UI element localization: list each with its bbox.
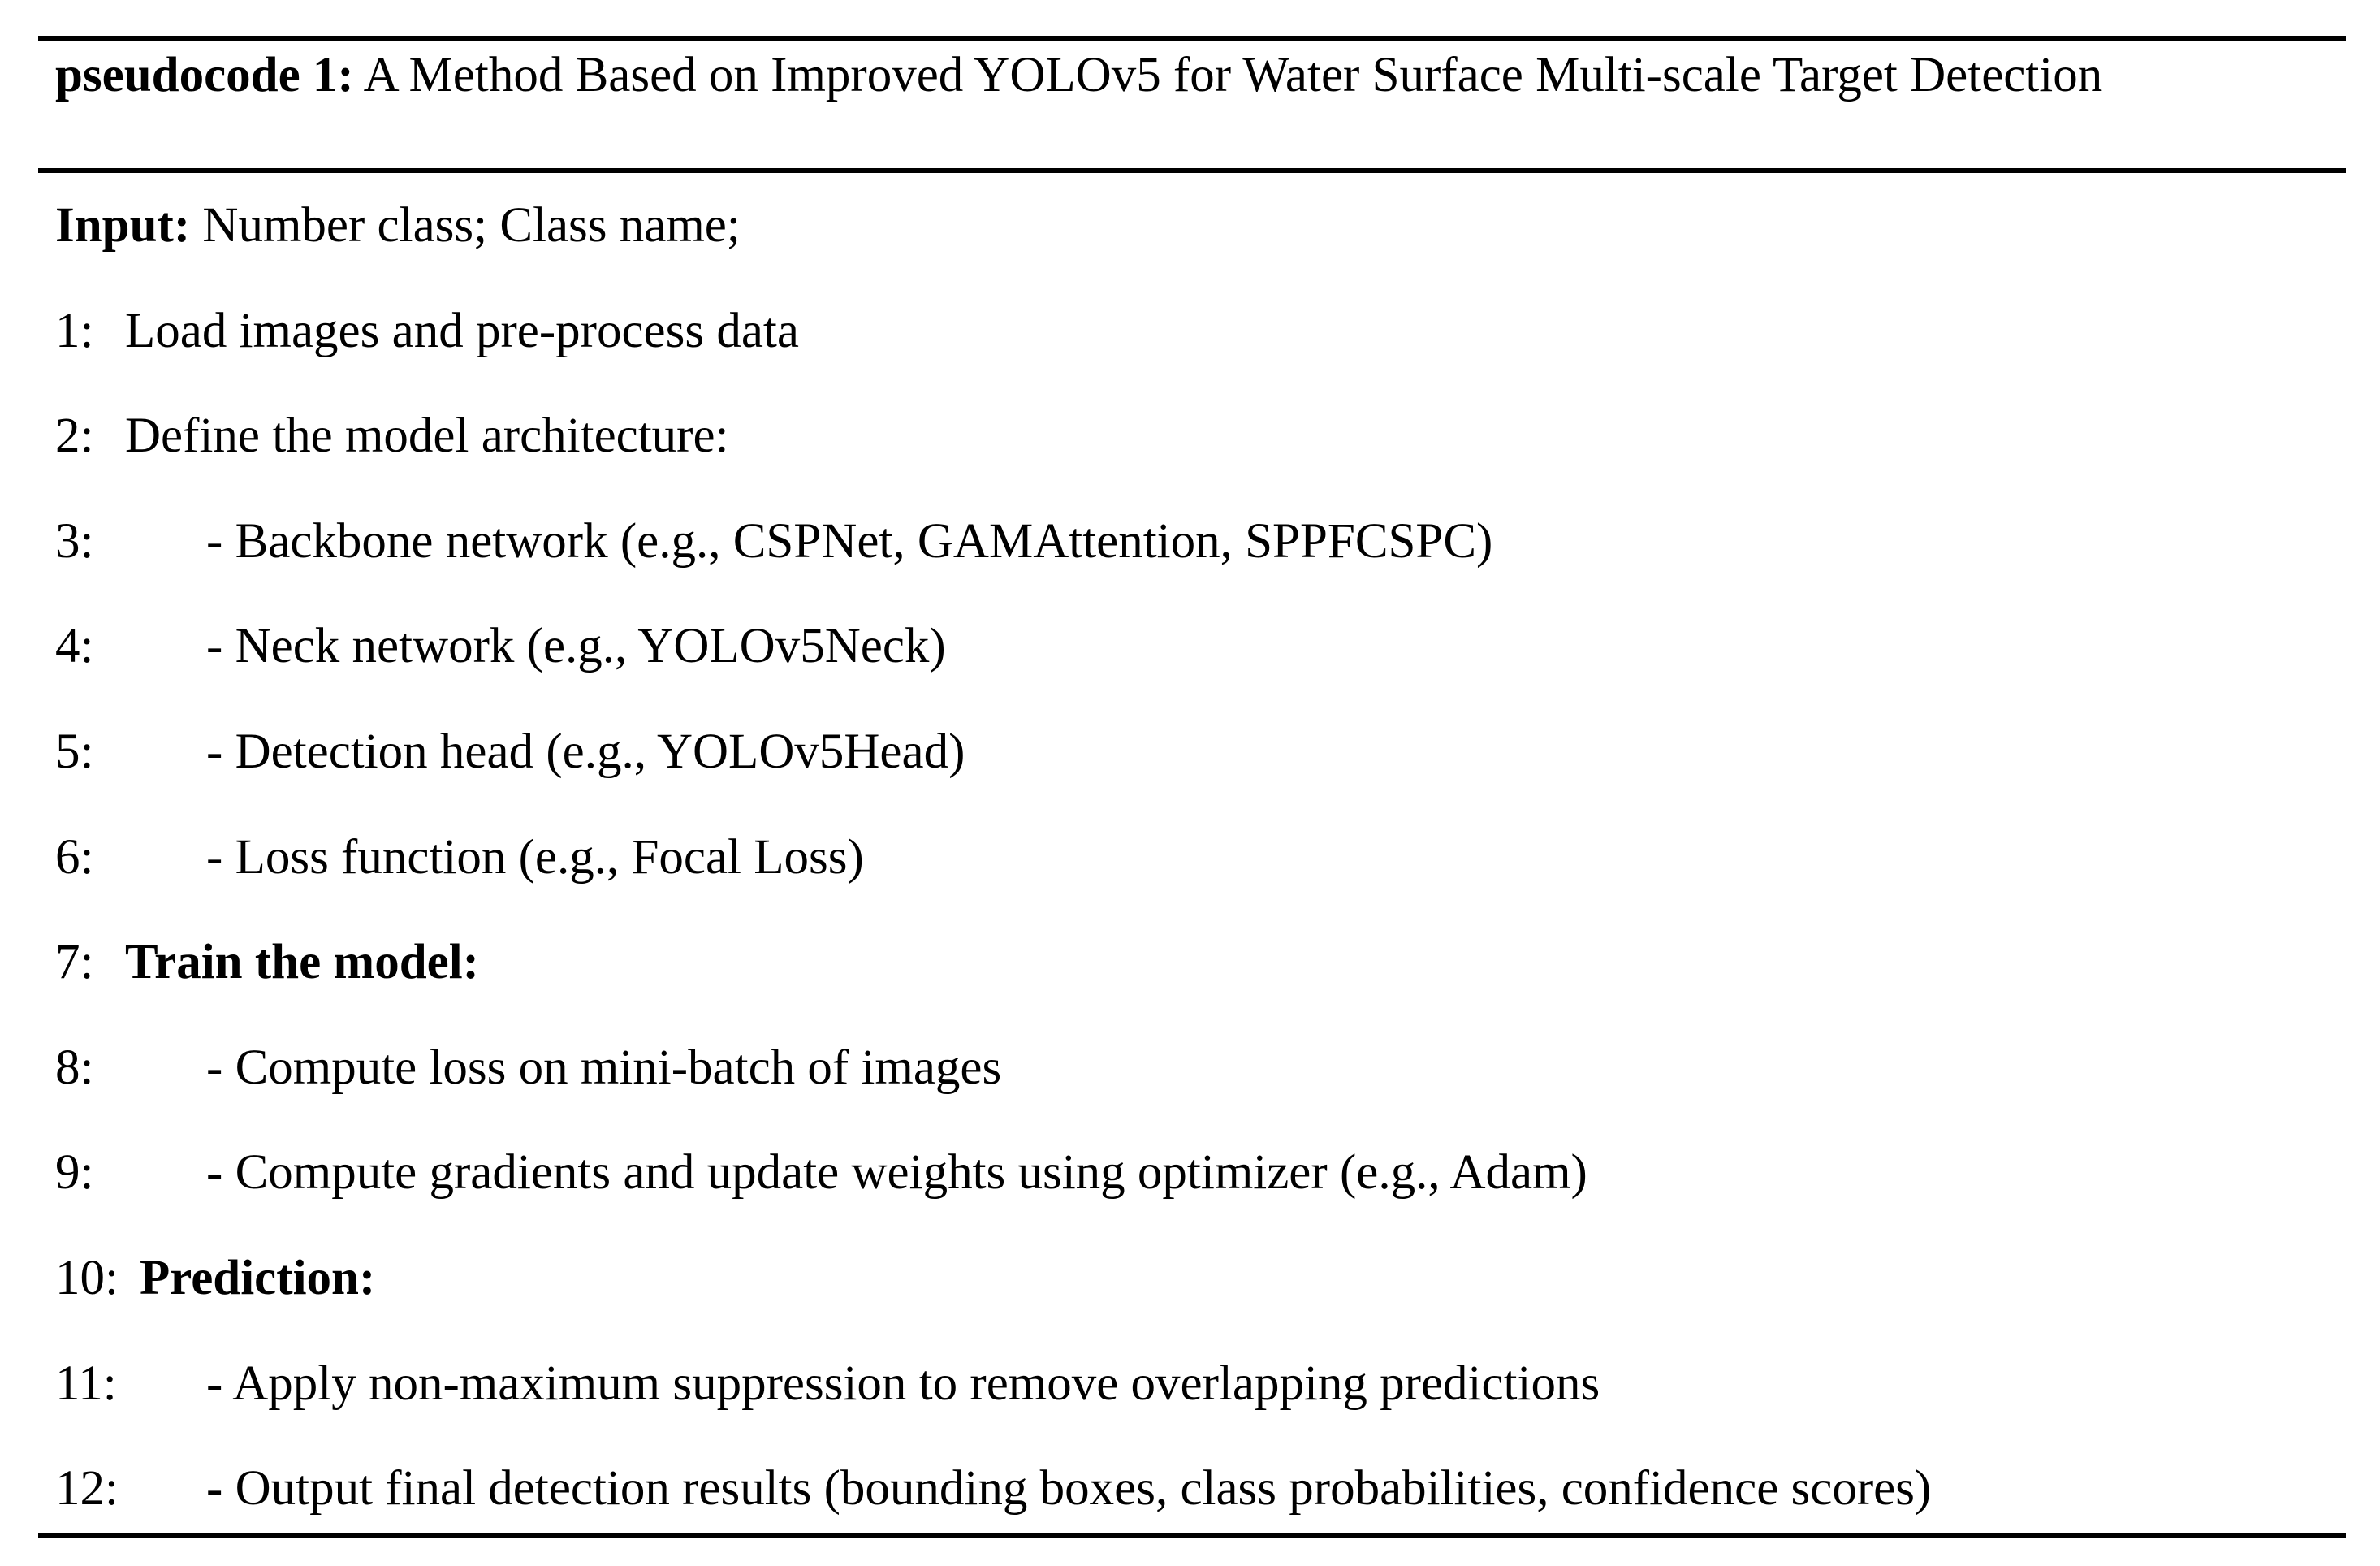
- pseudocode-line: [55, 594, 2329, 699]
- pseudocode-line: [55, 1226, 2329, 1331]
- input-text: Number class; Class name;: [202, 198, 741, 253]
- line-text: - Backbone network (e.g., CSPNet, GAMAttention, SPPFCSPC): [206, 513, 1493, 569]
- pseudocode-line: [55, 279, 2329, 384]
- line-text: Load images and pre-process data: [125, 303, 799, 358]
- line-number: 1:: [55, 303, 94, 358]
- top-rule: [38, 36, 2346, 41]
- line-number: 5:: [55, 724, 94, 779]
- line-number: 6:: [55, 829, 94, 885]
- line-text: - Compute gradients and update weights using optimizer (e.g., Adam): [206, 1145, 1587, 1200]
- pseudocode-line: [55, 383, 2329, 489]
- line-text: Define the model architecture:: [125, 409, 729, 464]
- pseudocode-line: [55, 1436, 2329, 1542]
- line-number: 2:: [55, 409, 94, 464]
- line-text: Prediction:: [140, 1250, 376, 1305]
- line-text: - Compute loss on mini-batch of images: [206, 1040, 1002, 1095]
- line-number: 7:: [55, 935, 94, 990]
- line-number: 4:: [55, 619, 94, 674]
- pseudocode-body: [55, 173, 2329, 1542]
- pseudocode-line: [55, 489, 2329, 595]
- line-number: 12:: [55, 1461, 119, 1516]
- bottom-rule: [38, 1533, 2346, 1538]
- line-text: - Detection head (e.g., YOLOv5Head): [206, 724, 965, 779]
- pseudocode-line: [55, 805, 2329, 911]
- pseudocode-line: [55, 1331, 2329, 1437]
- input-line: [55, 173, 2329, 279]
- line-text: - Loss function (e.g., Focal Loss): [206, 829, 864, 885]
- line-text: - Output final detection results (bounding boxes, class probabilities, confidence scores): [206, 1461, 1932, 1516]
- pseudocode-title: [55, 42, 2329, 109]
- title-text: A Method Based on Improved YOLOv5 for Water Surface Multi-scale Target Detection: [363, 48, 2103, 102]
- line-text: - Neck network (e.g., YOLOv5Neck): [206, 619, 946, 674]
- line-number: 11:: [55, 1356, 117, 1411]
- input-label: Input:: [55, 198, 191, 253]
- pseudocode-line: [55, 1015, 2329, 1121]
- line-number: 9:: [55, 1145, 94, 1200]
- line-text: Train the model:: [125, 935, 479, 990]
- pseudocode-line: [55, 1120, 2329, 1226]
- line-number: 8:: [55, 1040, 94, 1095]
- pseudocode-line: [55, 699, 2329, 805]
- pseudocode-line: [55, 910, 2329, 1015]
- line-text: - Apply non-maximum suppression to remove overlapping predictions: [206, 1356, 1600, 1411]
- title-label: pseudocode 1:: [55, 48, 354, 102]
- line-number: 10:: [55, 1250, 119, 1305]
- line-number: 3:: [55, 513, 94, 569]
